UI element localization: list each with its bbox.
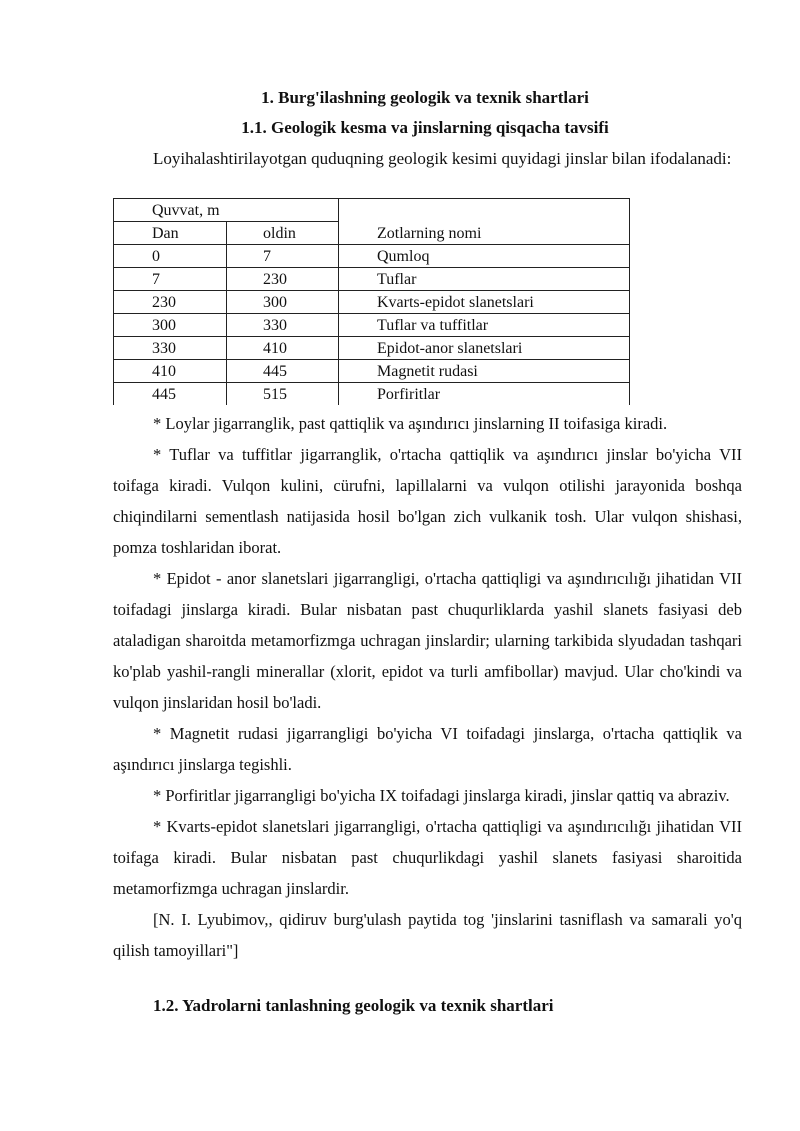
rock-name-cell: Qumloq xyxy=(339,245,630,268)
rock-name-cell: Tuflar va tuffitlar xyxy=(339,314,630,337)
table-row xyxy=(114,337,630,360)
body-paragraph: * Kvarts-epidot slanetslari jigarrangligi, o'rtacha qattiqligi va aşındırıcılığı jihatidan VII toifaga kiradi. Bular nisbatan past chuqurlikdagi yashil slanets fasiyasi sharoitida metamorfizmga uchragan jinslardir. xyxy=(113,817,742,898)
table-row xyxy=(114,360,630,383)
depth-to-cell: 300 xyxy=(227,291,339,314)
depth-to-cell: 330 xyxy=(227,314,339,337)
table-row xyxy=(114,291,630,314)
section-heading: 1. Burg'ilashning geologik va texnik shartlari xyxy=(261,88,589,107)
rock-name-cell: Kvarts-epidot slanetslari xyxy=(339,291,630,314)
depth-to-cell: 230 xyxy=(227,268,339,291)
rock-name-cell: Tuflar xyxy=(339,268,630,291)
body-paragraph: * Tuflar va tuffitlar jigarranglik, o'rtacha qattiqlik va aşındırıcı jinslar bo'yicha VII toifaga kiradi. Vulqon kulini, cürufni, lapillalarni va vulqon otilishi jarayonida boshqa chiqindilarni sementlash natijasida hosil bo'lgan zich vulkanik tosh. Ular vulqon shishasi, pomza toshlaridan iborat. xyxy=(113,445,742,557)
depth-from-cell: 410 xyxy=(114,360,227,383)
depth-from-cell: 330 xyxy=(114,337,227,360)
table-row xyxy=(114,268,630,291)
table-row xyxy=(114,245,630,268)
table-header-row xyxy=(114,199,630,222)
depth-to-cell: 515 xyxy=(227,383,339,406)
depth-from-cell: 7 xyxy=(114,268,227,291)
table-body xyxy=(114,245,630,406)
description-text xyxy=(113,408,742,966)
body-paragraph: * Loylar jigarranglik, past qattiqlik va aşındırıcı jinslarning II toifasiga kiradi. xyxy=(153,414,668,433)
table-row xyxy=(114,314,630,337)
depth-to-cell: 445 xyxy=(227,360,339,383)
depth-from-cell: 0 xyxy=(114,245,227,268)
thickness-group-header: Quvvat, m xyxy=(114,199,339,222)
rock-name-header: Zotlarning nomi xyxy=(339,199,630,245)
from-header: Dan xyxy=(114,222,227,245)
body-paragraph: * Epidot - anor slanetslari jigarrangligi, o'rtacha qattiqligi va aşındırıcılığı jihatidan VII toifadagi jinslarga kiradi. Bular nisbatan past chuqurliklarda yashil slanets fasiyasi deb ataladigan sharoitda metamorfizmga uchragan jinslardir; ularning tarkibida slyudadan tashqari ko'plab yashil-rangli minerallar (xlorit, epidot va turli amfibollar) mavjud. Ular cho'kindi va vulqon jinslaridan hosil bo'ladi. xyxy=(113,569,742,712)
depth-from-cell: 230 xyxy=(114,291,227,314)
subsection-heading: 1.1. Geologik kesma va jinslarning qisqacha tavsifi xyxy=(241,118,609,137)
body-paragraph: * Magnetit rudasi jigarrangligi bo'yicha VI toifadagi jinslarga, o'rtacha qattiqlik va aşındırıcı jinslarga tegishli. xyxy=(113,724,742,774)
intro-paragraph: Loyihalashtirilayotgan quduqning geologik kesimi quyidagi jinslar bilan ifodalanadi: xyxy=(153,149,732,168)
rock-layers-table xyxy=(113,198,630,405)
next-subsection-heading: 1.2. Yadrolarni tanlashning geologik va texnik shartlari xyxy=(153,996,554,1015)
body-paragraph: * Porfiritlar jigarrangligi bo'yicha IX toifadagi jinslarga kiradi, jinslar qattiq va abraziv. xyxy=(153,786,730,805)
rock-name-cell: Magnetit rudasi xyxy=(339,360,630,383)
rock-name-cell: Porfiritlar xyxy=(339,383,630,406)
depth-to-cell: 410 xyxy=(227,337,339,360)
depth-to-cell: 7 xyxy=(227,245,339,268)
rock-name-cell: Epidot-anor slanetslari xyxy=(339,337,630,360)
to-header: oldin xyxy=(227,222,339,245)
depth-from-cell: 300 xyxy=(114,314,227,337)
table-row xyxy=(114,383,630,406)
body-paragraph: [N. I. Lyubimov,, qidiruv burg'ulash paytida tog 'jinslarini tasniflash va samarali yo'q qilish tamoyillari"] xyxy=(113,910,742,960)
depth-from-cell: 445 xyxy=(114,383,227,406)
